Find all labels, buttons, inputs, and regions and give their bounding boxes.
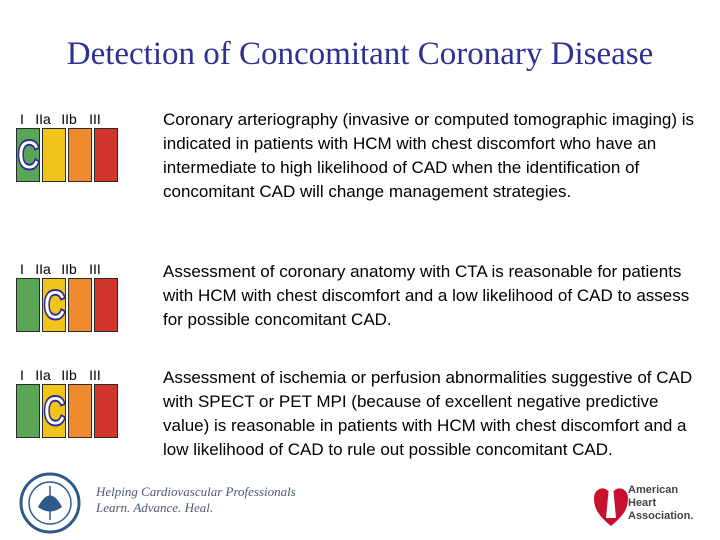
acc-slogan — [96, 484, 296, 516]
class-i-box — [16, 278, 40, 332]
class-label: IIb — [61, 111, 77, 127]
class-label: IIa — [35, 261, 51, 277]
class-header — [14, 110, 142, 128]
recommendation-text-3: Assessment of ischemia or perfusion abnormalities suggestive of CAD with SPECT or PET MPI (because of excellent negative predictive value) is reasonable in patients with HCM with chest discomfort and a low likelihood of CAD to rule out possible concomitant CAD. — [163, 368, 693, 459]
class-color-boxes — [16, 128, 142, 182]
class-label: IIa — [35, 111, 51, 127]
class-header — [14, 366, 142, 384]
recommendation-class-indicator-1 — [14, 110, 142, 182]
class-label: III — [89, 111, 101, 127]
class-label: I — [20, 261, 24, 277]
acc-slogan-line: Learn. Advance. Heal. — [96, 500, 214, 515]
class-label: IIb — [61, 367, 77, 383]
page-title: Detection of Concomitant Coronary Disease — [66, 36, 654, 72]
class-iib-box — [68, 128, 92, 182]
class-iib-box — [68, 384, 92, 438]
class-iii-box — [94, 384, 118, 438]
loe-badge: C — [43, 387, 67, 434]
class-i-box — [16, 384, 40, 438]
aha-wordmark-line: American — [628, 484, 679, 496]
class-iii-box — [94, 128, 118, 182]
class-iia-box — [42, 384, 66, 438]
aha-heart-torch-logo-icon — [594, 478, 628, 530]
class-label: IIb — [61, 261, 77, 277]
class-iia-box — [42, 278, 66, 332]
class-i-box — [16, 128, 40, 182]
class-color-boxes — [16, 384, 142, 438]
loe-badge: C — [17, 131, 41, 178]
class-header — [14, 260, 142, 278]
aha-wordmark — [628, 484, 693, 523]
aha-wordmark-line: Heart — [628, 497, 657, 509]
loe-badge: C — [43, 281, 67, 328]
recommendation-text-2: Assessment of coronary anatomy with CTA is reasonable for patients with HCM with chest discomfort and a low likelihood of CAD to assess for possible concomitant CAD. — [163, 262, 690, 329]
class-iii-box — [94, 278, 118, 332]
acc-slogan-line: Helping Cardiovascular Professionals — [96, 484, 296, 499]
class-label: I — [20, 367, 24, 383]
recommendation-text-1: Coronary arteriography (invasive or computed tomographic imaging) is indicated in patients with HCM with chest discomfort who have an intermediate to high likelihood of CAD when the identification of concomitant CAD will change management strategies. — [163, 110, 695, 201]
class-label: I — [20, 111, 24, 127]
class-color-boxes — [16, 278, 142, 332]
class-iia-box — [42, 128, 66, 182]
class-label: III — [89, 367, 101, 383]
recommendation-class-indicator-3 — [14, 366, 142, 438]
recommendation-class-indicator-2 — [14, 260, 142, 332]
class-label: IIa — [35, 367, 51, 383]
acc-seal-logo-icon — [18, 472, 82, 534]
class-iib-box — [68, 278, 92, 332]
class-label: III — [89, 261, 101, 277]
aha-wordmark-line: Association. — [628, 510, 694, 522]
